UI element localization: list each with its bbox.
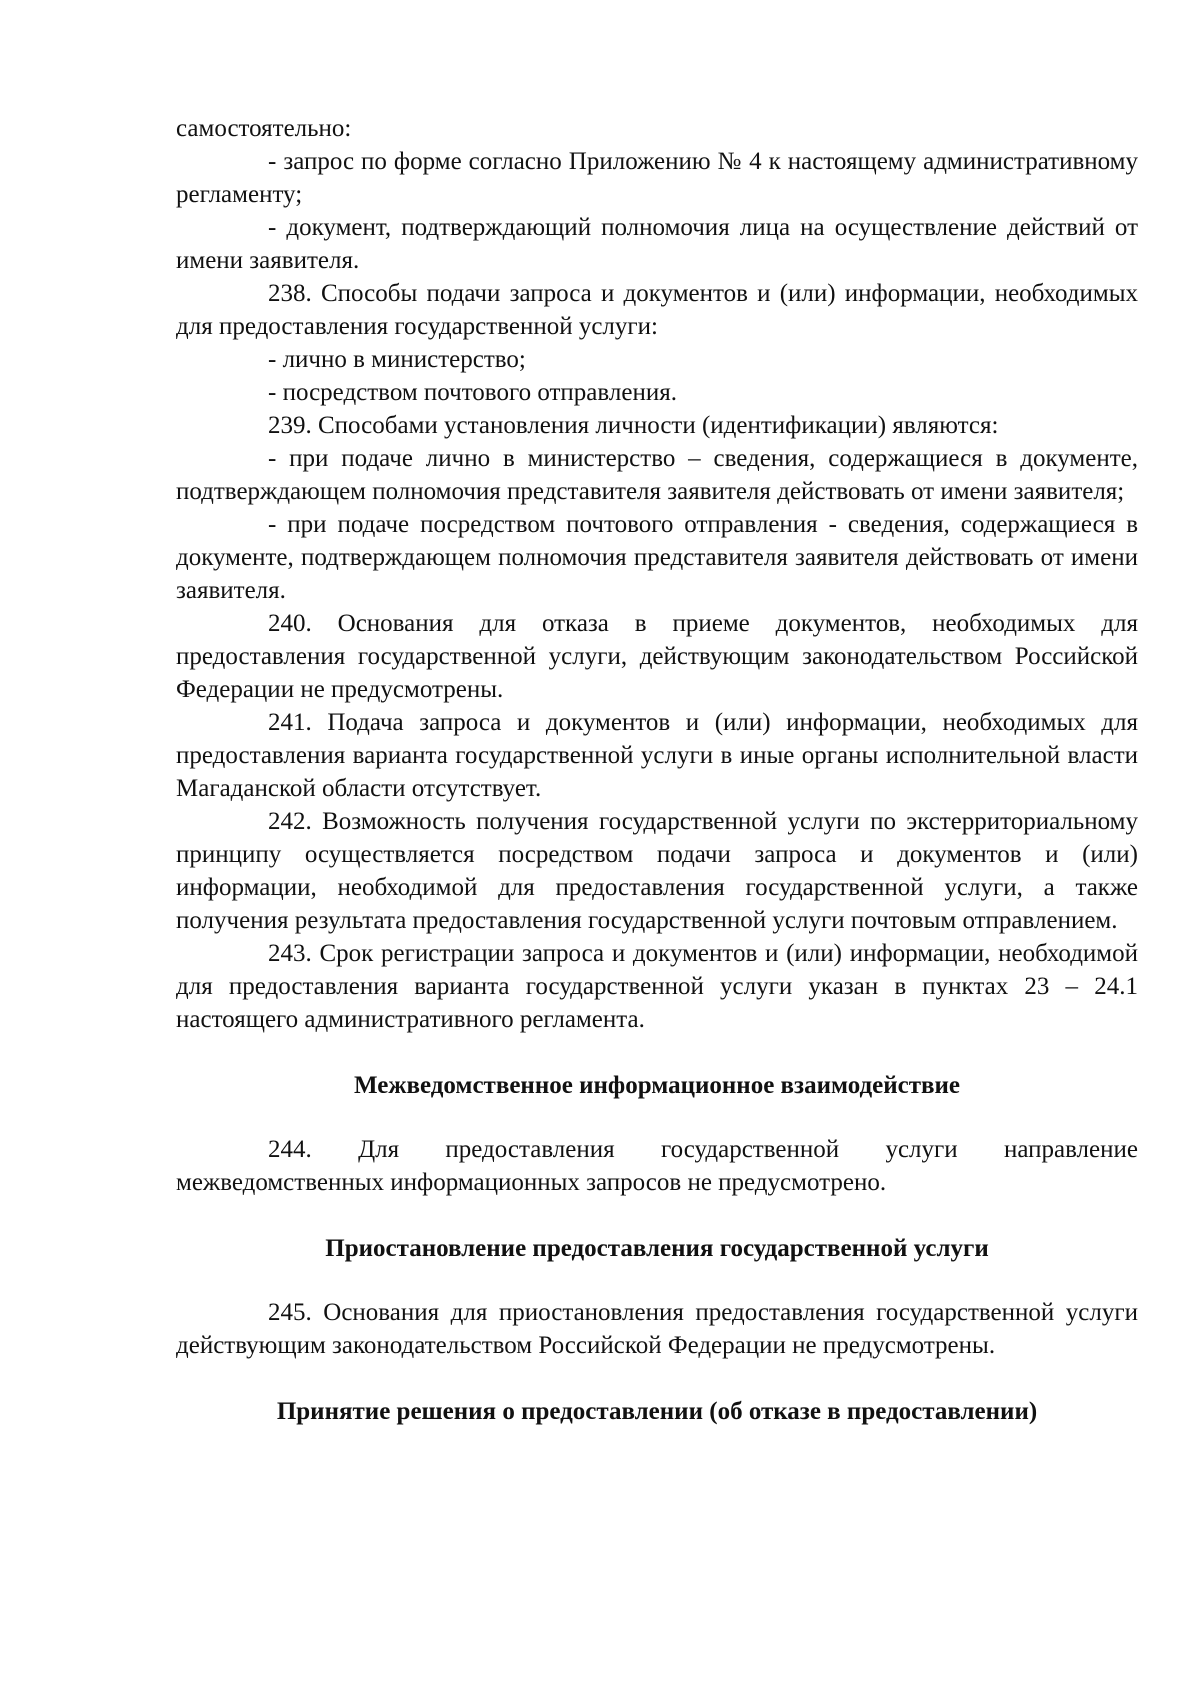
paragraph-239: 239. Способами установления личности (идентификации) являются:: [268, 412, 999, 439]
paragraph-243: 243. Срок регистрации запроса и документов и (или) информации, необходимой для предоставления варианта государственной услуги указан в пунктах 23 – 24.1 настоящего административного регламента.: [176, 940, 1138, 1033]
paragraph-241: 241. Подача запроса и документов и (или) информации, необходимых для предоставления варианта государственной услуги в иные органы исполнительной власти Магаданской области отсутствует.: [176, 709, 1138, 802]
paragraph-by-post: - посредством почтового отправления.: [268, 379, 677, 406]
section-heading-suspension: Приостановление предоставления государственной услуги: [325, 1235, 989, 1262]
paragraph-authority-document: - документ, подтверждающий полномочия лица на осуществление действий от имени заявителя.: [176, 214, 1138, 274]
section-heading-decision: Принятие решения о предоставлении (об отказе в предоставлении): [276, 1398, 1038, 1425]
document-body: [176, 112, 1138, 1428]
paragraph-identification-in-person: - при подаче лично в министерство – сведения, содержащиеся в документе, подтверждающем полномочия представителя заявителя действовать от имени заявителя;: [176, 445, 1138, 505]
paragraph-request-form: - запрос по форме согласно Приложению № 4 к настоящему административному регламенту;: [176, 148, 1138, 208]
section-heading-interagency: Межведомственное информационное взаимодействие: [354, 1072, 960, 1099]
paragraph-lead: самостоятельно:: [176, 115, 352, 142]
paragraph-238: 238. Способы подачи запроса и документов и (или) информации, необходимых для предоставления государственной услуги:: [176, 280, 1138, 340]
paragraph-identification-by-post: - при подаче посредством почтового отправления - сведения, содержащиеся в документе, подтверждающем полномочия представителя заявителя действовать от имени заявителя.: [176, 511, 1138, 604]
paragraph-242: 242. Возможность получения государственной услуги по экстерриториальному принципу осуществляется посредством подачи запроса и документов и (или) информации, необходимой для предоставления государственной услуги, а также получения результата предоставления государственной услуги почтовым отправлением.: [176, 808, 1138, 934]
paragraph-240: 240. Основания для отказа в приеме документов, необходимых для предоставления государственной услуги, действующим законодательством Российской Федерации не предусмотрены.: [176, 610, 1138, 703]
paragraph-245: 245. Основания для приостановления предоставления государственной услуги действующим законодательством Российской Федерации не предусмотрены.: [176, 1299, 1138, 1359]
paragraph-in-person: - лично в министерство;: [268, 346, 526, 373]
paragraph-244: 244. Для предоставления государственной услуги направление межведомственных информационных запросов не предусмотрено.: [176, 1136, 1138, 1196]
